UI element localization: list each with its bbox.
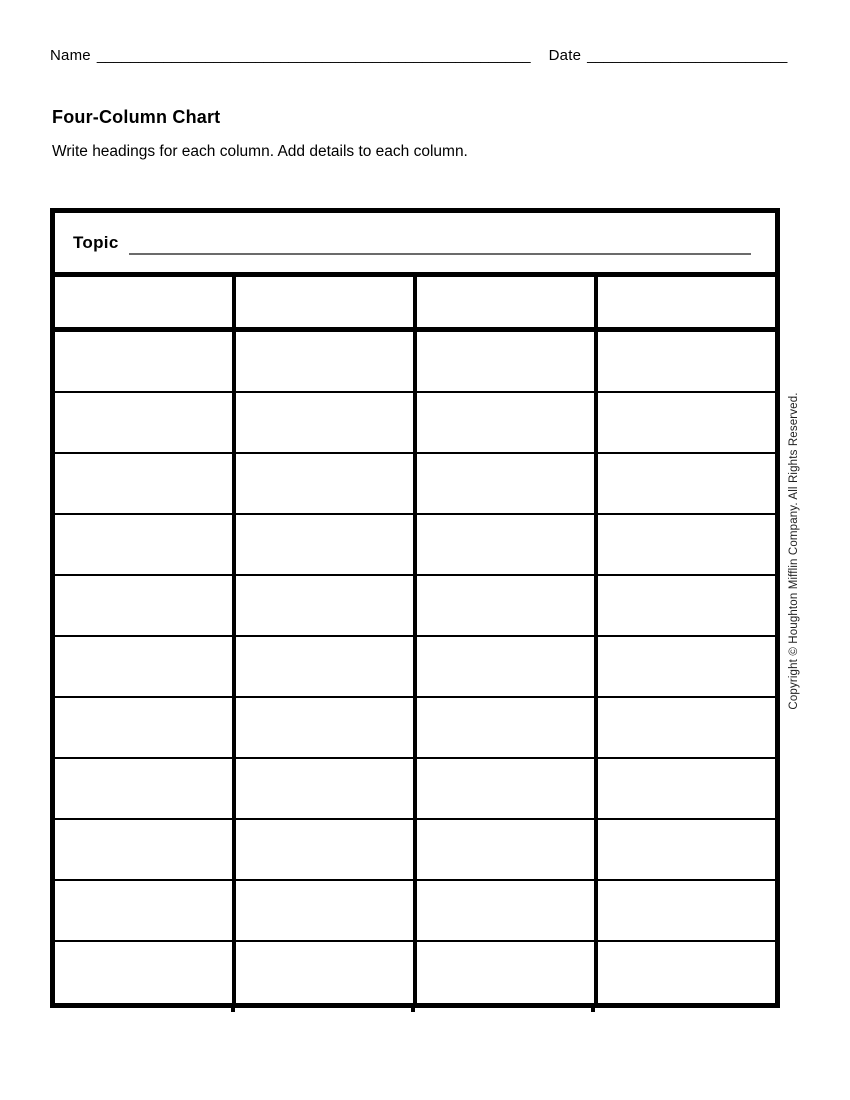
- table-cell[interactable]: [598, 454, 775, 513]
- table-row: [55, 637, 775, 698]
- table-cell[interactable]: [598, 759, 775, 818]
- chart-grid-body: [55, 332, 775, 1003]
- table-cell[interactable]: [55, 515, 236, 574]
- table-row: [55, 576, 775, 637]
- table-cell[interactable]: [417, 759, 598, 818]
- table-cell[interactable]: [236, 698, 417, 757]
- table-cell[interactable]: [55, 759, 236, 818]
- column-header-cell-1[interactable]: [55, 277, 236, 327]
- table-cell[interactable]: [236, 637, 417, 696]
- table-row: [55, 393, 775, 454]
- table-cell[interactable]: [417, 576, 598, 635]
- table-cell[interactable]: [598, 515, 775, 574]
- column-header-cell-2[interactable]: [236, 277, 417, 327]
- table-row: [55, 454, 775, 515]
- four-column-chart: [50, 208, 780, 1008]
- table-cell[interactable]: [236, 820, 417, 879]
- topic-input-line[interactable]: [129, 230, 751, 255]
- table-cell[interactable]: [417, 698, 598, 757]
- table-cell[interactable]: [598, 820, 775, 879]
- table-row: [55, 942, 775, 1003]
- table-cell[interactable]: [55, 820, 236, 879]
- table-cell[interactable]: [598, 881, 775, 940]
- table-cell[interactable]: [55, 942, 236, 1003]
- table-row: [55, 515, 775, 576]
- table-cell[interactable]: [55, 576, 236, 635]
- topic-label: Topic: [73, 232, 119, 252]
- table-cell[interactable]: [55, 454, 236, 513]
- table-cell[interactable]: [598, 576, 775, 635]
- table-cell[interactable]: [598, 942, 775, 1003]
- table-row: [55, 759, 775, 820]
- name-label: Name: [50, 47, 91, 64]
- name-date-row: [50, 47, 802, 64]
- table-cell[interactable]: [417, 515, 598, 574]
- table-cell[interactable]: [236, 332, 417, 391]
- table-row: [55, 820, 775, 881]
- name-input-line[interactable]: ____________________________________________________: [96, 47, 531, 64]
- table-cell[interactable]: [236, 881, 417, 940]
- table-cell[interactable]: [417, 881, 598, 940]
- table-cell[interactable]: [236, 393, 417, 452]
- table-cell[interactable]: [598, 393, 775, 452]
- table-cell[interactable]: [598, 332, 775, 391]
- copyright-vertical-text: Copyright © Houghton Mifflin Company. All Rights Reserved.: [788, 392, 800, 710]
- table-cell[interactable]: [417, 820, 598, 879]
- table-cell[interactable]: [55, 698, 236, 757]
- table-cell[interactable]: [55, 332, 236, 391]
- table-cell[interactable]: [417, 332, 598, 391]
- column-header-row: [55, 277, 775, 332]
- table-cell[interactable]: [417, 637, 598, 696]
- table-row: [55, 881, 775, 942]
- table-cell[interactable]: [598, 637, 775, 696]
- page-title: Four-Column Chart: [52, 107, 221, 127]
- table-cell[interactable]: [55, 393, 236, 452]
- column-header-cell-4[interactable]: [598, 277, 775, 327]
- column-divider-stub: [231, 1008, 235, 1012]
- table-cell[interactable]: [236, 942, 417, 1003]
- table-cell[interactable]: [417, 942, 598, 1003]
- table-cell[interactable]: [55, 881, 236, 940]
- date-input-line[interactable]: ________________________: [587, 47, 788, 64]
- table-cell[interactable]: [417, 454, 598, 513]
- column-header-cell-3[interactable]: [417, 277, 598, 327]
- table-cell[interactable]: [236, 515, 417, 574]
- column-divider-stub: [591, 1008, 595, 1012]
- instructions-text: Write headings for each column. Add details to each column.: [52, 143, 468, 160]
- table-cell[interactable]: [236, 454, 417, 513]
- table-cell[interactable]: [598, 698, 775, 757]
- table-row: [55, 332, 775, 393]
- table-cell[interactable]: [417, 393, 598, 452]
- table-cell[interactable]: [236, 576, 417, 635]
- column-divider-stub: [411, 1008, 415, 1012]
- table-cell[interactable]: [236, 759, 417, 818]
- table-row: [55, 698, 775, 759]
- topic-row: [55, 213, 775, 277]
- date-label: Date: [548, 47, 582, 64]
- table-cell[interactable]: [55, 637, 236, 696]
